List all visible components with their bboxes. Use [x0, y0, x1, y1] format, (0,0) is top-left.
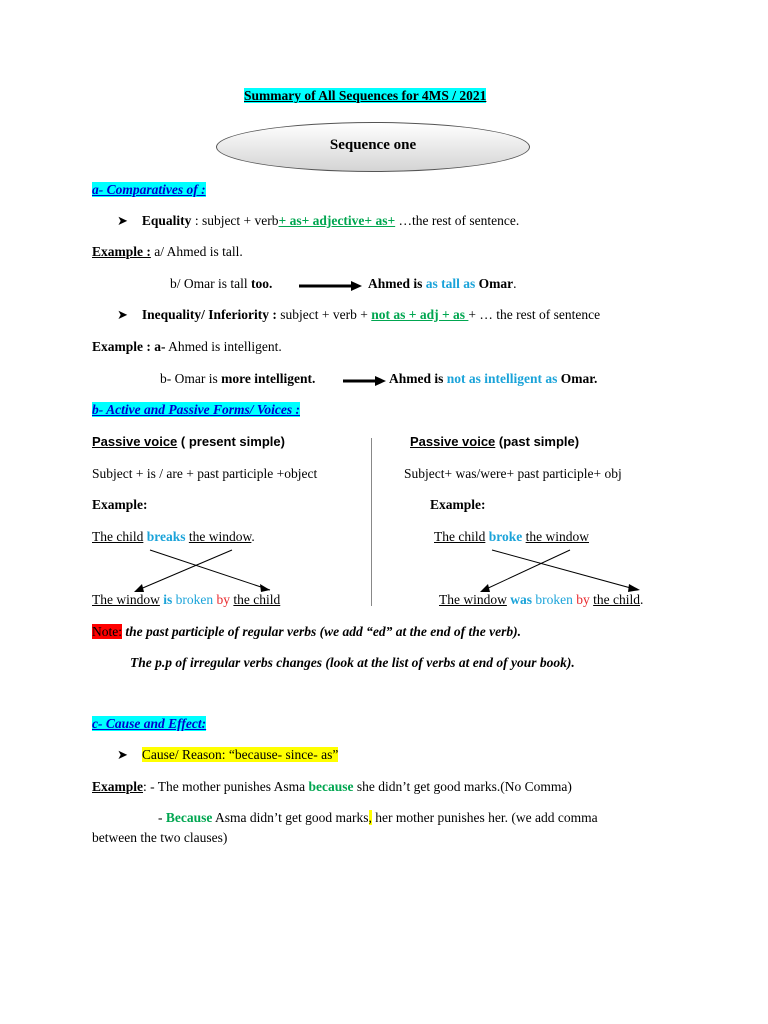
right-transform-cross-arrows: [466, 548, 646, 596]
right-passive-sentence: The window was broken by the child.: [439, 592, 644, 607]
passive-present-formula: Subject + is / are + past participle +object: [92, 466, 318, 481]
note-label: Note:: [92, 624, 122, 639]
example-1: Example : a/ Ahmed is tall.: [92, 244, 243, 259]
cause-example-2: - Because Asma didn’t get good marks, her mother punishes her. (we add comma: [158, 810, 598, 825]
sequence-label: Sequence one: [329, 137, 417, 153]
left-transform-cross-arrows: [120, 548, 290, 596]
note-line-2: The p.p of irregular verbs changes (look at the list of verbs at end of your book).: [130, 655, 575, 670]
equality-rule: ➤ Equality : subject + verb+ as+ adjective+ as+ …the rest of sentence.: [117, 213, 520, 228]
cause-example-2-cont: between the two clauses): [92, 830, 228, 845]
section-c-heading: c- Cause and Effect:: [92, 716, 207, 731]
note-line-1: Note: the past participle of regular verbs (we add “ed” at the end of the verb).: [92, 624, 521, 639]
passive-past-formula: Subject+ was/were+ past participle+ obj: [404, 466, 622, 481]
passive-past-title: Passive voice (past simple): [410, 434, 580, 449]
arrowhead-bullet-icon: ➤: [117, 213, 128, 228]
document-title: Summary of All Sequences for 4MS / 2021: [244, 88, 487, 103]
example-1b: b/ Omar is tall too.: [170, 276, 273, 291]
cause-bullet: ➤ Cause/ Reason: “because- since- as”: [117, 747, 339, 762]
example-2b-result: Ahmed is not as intelligent as Omar.: [389, 371, 598, 386]
arrowhead-bullet-icon: ➤: [117, 307, 128, 322]
arrowhead-bullet-icon: ➤: [117, 747, 128, 762]
example-1b-result: Ahmed is as tall as Omar.: [368, 276, 517, 291]
section-b-heading: b- Active and Passive Forms/ Voices :: [92, 402, 300, 417]
example-2b: b- Omar is more intelligent.: [160, 371, 316, 386]
sequence-one-banner: [216, 122, 530, 172]
section-a-heading: a- Comparatives of :: [92, 182, 206, 197]
left-active-sentence: The child breaks the window.: [92, 529, 255, 544]
right-arrow-icon: [343, 375, 387, 387]
left-passive-sentence: The window is broken by the child: [92, 592, 281, 607]
right-active-sentence: The child broke the window: [434, 529, 589, 544]
column-divider: [371, 438, 372, 606]
right-arrow-icon: [299, 280, 363, 292]
inequality-rule: ➤ Inequality/ Inferiority : subject + verb + not as + adj + as + … the rest of sentence: [117, 307, 601, 322]
example-2: Example : a- Ahmed is intelligent.: [92, 339, 282, 354]
passive-present-title: Passive voice ( present simple): [92, 434, 285, 449]
cause-example-1: Example: - The mother punishes Asma because she didn’t get good marks.(No Comma): [92, 779, 572, 794]
left-example-label: Example:: [92, 497, 148, 512]
right-example-label: Example:: [430, 497, 486, 512]
